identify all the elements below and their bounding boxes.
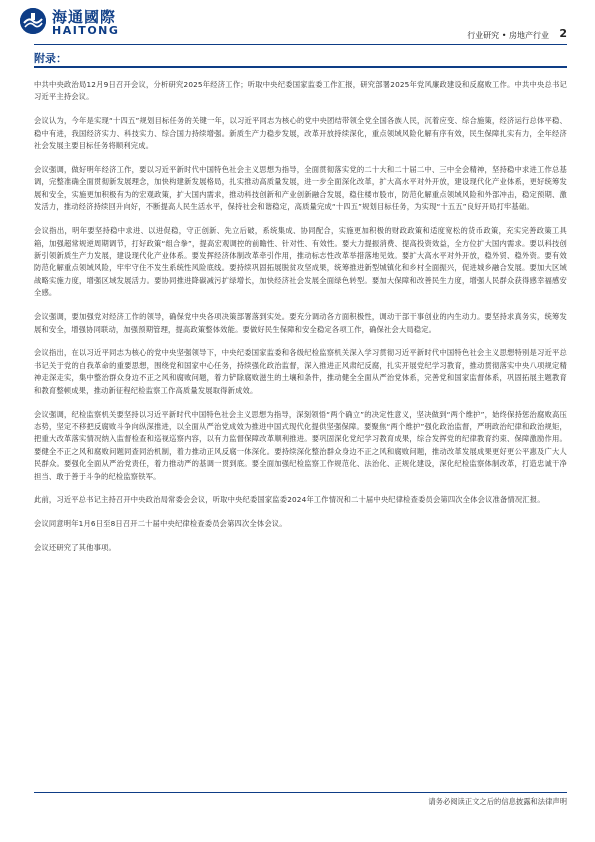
paragraph: 会议强调，纪检监察机关要坚持以习近平新时代中国特色社会主义思想为指导，深刻领悟“两个确立”的决定性意义，坚决做到“两个维护”，始终保持惩治腐败高压态势，坚定不移把反腐败斗争向纵深推进，以全面从严治党成效为推进中国式现代化提供坚强保障。要聚焦“两个维护”强化政治监督，严明政治纪律和政治规矩，把重大改革落实情况纳入监督检查和巡视巡察内容，以有力监督保障改革顺利推进。要巩固深化党纪学习教育成果，综合发挥党的纪律教育约束、保障激励作用。要健全不正之风和腐败问题同查同治机制，着力推动正风反腐一体深化。要持续深化整治群众身边不正之风和腐败问题，推动改革发展成果更好更公平惠及广大人民群众。要强化全面从严治党责任，着力推动严的基调一贯到底。要全面加强纪检监察工作规范化、法治化、正规化建设，深化纪检监察体制改革，打造忠诚干净担当、敢于善于斗争的纪检监察铁军。 [34,409,567,481]
paragraph: 会议同意明年1月6日至8日召开二十届中央纪律检查委员会第四次全体会议。 [34,519,287,529]
footer-divider [34,792,567,793]
paragraph: 会议还研究了其他事项。 [34,543,116,553]
page-header [0,0,595,50]
paragraph: 此前，习近平总书记主持召开中央政治局常委会会议，听取中央纪委国家监委2024年工作情况和二十届中央纪律检查委员会第四次全体会议准备情况汇报。 [34,495,545,505]
paragraph: 会议强调，要加强党对经济工作的领导，确保党中央各项决策部署落到实处。要充分调动各方面积极性，调动干部干事创业的内生动力。要坚持求真务实，统筹发展和安全，增强协同联动，加强预期管理，提高政策整体效能。要做好民生保障和安全稳定各项工作，确保社会大局稳定。 [34,312,567,334]
logo-english-name: HAITONG [52,24,120,37]
paragraph: 会议强调，做好明年经济工作，要以习近平新时代中国特色社会主义思想为指导，全面贯彻落实党的二十大和二十届二中、三中全会精神，坚持稳中求进工作总基调，完整准确全面贯彻新发展理念，加快构建新发展格局，扎实推动高质量发展，进一步全面深化改革，扩大高水平对外开放，建设现代化产业体系，更好统筹发展和安全，实施更加积极有为的宏观政策，扩大国内需求，推动科技创新和产业创新融合发展，稳住楼市股市，防范化解重点领域风险和外部冲击，稳定预期、激发活力，推动经济持续回升向好，不断提高人民生活水平，保持社会和谐稳定，高质量完成“十四五”规划目标任务，为实现“十五五”良好开局打牢基础。 [34,165,567,212]
paragraph: 中共中央政治局12月9日召开会议，分析研究2025年经济工作；听取中央纪委国家监委工作汇报，研究部署2025年党风廉政建设和反腐败工作。中共中央总书记习近平主持会议。 [34,80,567,102]
paragraph: 会议指出，在以习近平同志为核心的党中央坚强领导下，中央纪委国家监委和各级纪检监察机关深入学习贯彻习近平新时代中国特色社会主义思想特别是习近平总书记关于党的自我革命的重要思想，围绕党和国家中心任务，持续强化政治监督，深入推进正风肃纪反腐，扎实开展党纪学习教育，推动贯彻落实中央八项规定精神走深走实，集中整治群众身边不正之风和腐败问题，着力铲除腐败滋生的土壤和条件，推动健全全面从严治党体系，完善党和国家监督体系，巩固拓展主题教育和教育整顿成果，推动新征程纪检监察工作高质量发展取得新成效。 [34,348,567,395]
footer-disclaimer: 请务必阅读正文之后的信息披露和法律声明 [428,797,567,806]
appendix-body [34,79,567,566]
haitong-logo-icon [20,8,46,34]
page-number: 2 [559,27,567,40]
logo-chinese-name: 海通國際 [52,8,117,26]
paragraph: 会议指出，明年要坚持稳中求进、以进促稳，守正创新、先立后破，系统集成、协同配合，实施更加积极的财政政策和适度宽松的货币政策，充实完善政策工具箱，加强超常规逆周期调节，打好政策“组合拳”，提高宏观调控的前瞻性、针对性、有效性。要大力提振消费、提高投资效益，全方位扩大国内需求。要以科技创新引领新质生产力发展，建设现代化产业体系。要发挥经济体制改革牵引作用，推动标志性改革举措落地见效。要扩大高水平对外开放，稳外贸、稳外资。要有效防范化解重点领域风险，牢牢守住不发生系统性风险底线。要持续巩固拓展脱贫攻坚成果，统筹推进新型城镇化和乡村全面振兴，促进城乡融合发展。要加大区域战略实施力度，增强区域发展活力。要协同推进降碳减污扩绿增长，加快经济社会发展全面绿色转型。要加大保障和改善民生力度，增强人民群众获得感幸福感安全感。 [34,226,567,298]
header-divider [34,44,567,45]
paragraph: 会议认为，今年是实现“十四五”规划目标任务的关键一年，以习近平同志为核心的党中央团结带领全党全国各族人民，沉着应变、综合施策，经济运行总体平稳、稳中有进，我国经济实力、科技实力、综合国力持续增强。新质生产力稳步发展，改革开放持续深化，重点领域风险化解有序有效，民生保障扎实有力，全年经济社会发展主要目标任务将顺利完成。 [34,116,567,151]
title-divider [34,66,567,68]
appendix-title: 附录： [34,52,67,65]
report-category: 行业研究 • 房地产行业 [467,31,549,40]
